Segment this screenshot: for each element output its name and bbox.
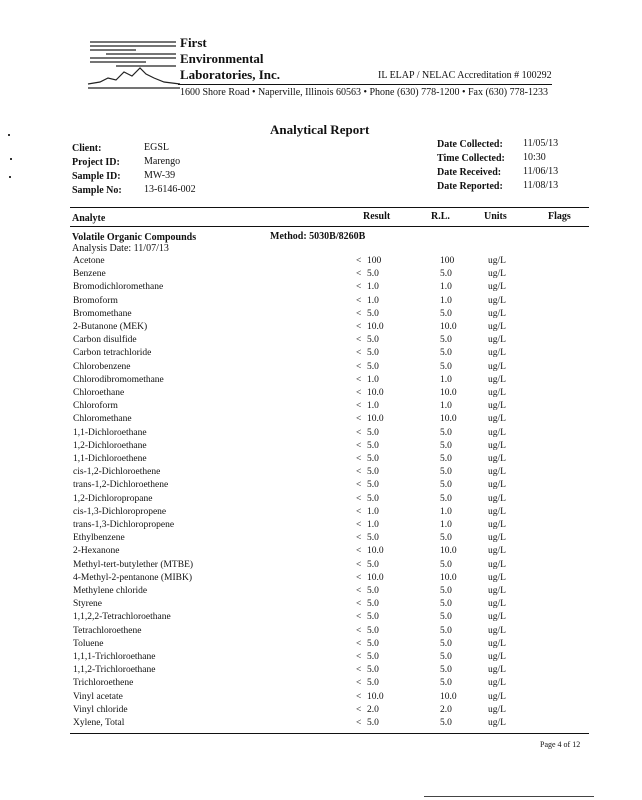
reporting-limit-cell: 5.0 (440, 599, 452, 610)
analyte-cell: Bromoform (73, 295, 118, 306)
less-than-cell: < (356, 454, 362, 464)
reporting-limit-cell: 5.0 (440, 678, 452, 689)
analyte-cell: Chlorobenzene (73, 361, 131, 372)
units-cell: ug/L (488, 269, 506, 280)
result-cell: 2.0 (367, 704, 379, 715)
margin-mark (8, 134, 10, 136)
result-cell: 5.0 (367, 440, 379, 451)
company-name-line3: Laboratories, Inc. (180, 67, 281, 82)
less-than-cell: < (356, 348, 362, 359)
result-cell: 5.0 (367, 678, 379, 689)
less-than-cell: < (356, 718, 362, 728)
less-than-cell: < (356, 322, 362, 332)
units-cell: ug/L (488, 520, 506, 530)
footer-rule (424, 796, 594, 797)
reporting-limit-cell: 5.0 (440, 718, 452, 728)
column-header-result: Result (363, 211, 391, 222)
result-cell: 10.0 (367, 388, 384, 398)
date-reported-value: 11/08/13 (523, 180, 559, 191)
analyte-cell: Trichloroethene (73, 678, 134, 689)
result-cell: 1.0 (367, 282, 379, 293)
analyte-cell: Methyl-tert-butylether (MTBE) (73, 559, 194, 570)
reporting-limit-cell: 1.0 (440, 295, 452, 306)
result-cell: 1.0 (367, 374, 379, 385)
analyte-cell: Acetone (73, 256, 105, 266)
less-than-cell: < (356, 282, 362, 293)
units-cell: ug/L (488, 718, 506, 728)
column-header-units: Units (484, 211, 507, 222)
letterhead-rule (178, 84, 552, 85)
less-than-cell: < (356, 506, 362, 517)
reporting-limit-cell: 5.0 (440, 348, 452, 359)
table-row (0, 546, 642, 559)
units-cell: ug/L (488, 454, 506, 464)
table-row (0, 692, 642, 705)
result-cell: 10.0 (367, 691, 384, 702)
company-name-line2: Environmental (180, 51, 264, 66)
units-cell: ug/L (488, 625, 506, 636)
date-collected-label: Date Collected: (437, 139, 503, 150)
result-cell: 1.0 (367, 295, 379, 306)
units-cell: ug/L (488, 374, 506, 385)
reporting-limit-cell: 10.0 (440, 546, 457, 557)
units-cell: ug/L (488, 652, 506, 662)
analyte-cell: 1,1-Dichloroethane (73, 427, 147, 438)
analyte-cell: Chloromethane (73, 414, 132, 425)
units-cell: ug/L (488, 638, 506, 649)
column-header-analyte: Analyte (72, 213, 106, 224)
result-cell: 5.0 (367, 559, 379, 570)
reporting-limit-cell: 5.0 (440, 467, 452, 478)
table-row (0, 612, 642, 625)
analyte-cell: Carbon disulfide (73, 335, 137, 346)
table-row (0, 599, 642, 612)
reporting-limit-cell: 1.0 (440, 374, 452, 385)
units-cell: ug/L (488, 388, 506, 398)
table-row (0, 520, 642, 533)
result-cell: 10.0 (367, 322, 384, 332)
result-cell: 100 (367, 256, 382, 266)
reporting-limit-cell: 5.0 (440, 638, 452, 649)
less-than-cell: < (356, 480, 362, 491)
column-header-rl: R.L. (431, 211, 450, 222)
accreditation-text: IL ELAP / NELAC Accreditation # 100292 (378, 70, 552, 81)
result-cell: 5.0 (367, 533, 379, 544)
result-cell: 5.0 (367, 454, 379, 464)
analyte-cell: Ethylbenzene (73, 533, 125, 544)
units-cell: ug/L (488, 546, 506, 557)
analyte-cell: 2-Hexanone (73, 546, 120, 557)
reporting-limit-cell: 10.0 (440, 388, 457, 398)
units-cell: ug/L (488, 427, 506, 438)
table-row (0, 507, 642, 520)
result-cell: 5.0 (367, 427, 379, 438)
analyte-cell: Carbon tetrachloride (73, 348, 152, 359)
table-row (0, 269, 642, 282)
reporting-limit-cell: 10.0 (440, 691, 457, 702)
units-cell: ug/L (488, 586, 506, 596)
sample-id-label: Sample ID: (72, 171, 121, 182)
units-cell: ug/L (488, 493, 506, 504)
table-row (0, 665, 642, 678)
result-cell: 1.0 (367, 520, 379, 530)
section-method: Method: 5030B/8260B (270, 231, 366, 242)
result-cell: 5.0 (367, 638, 379, 649)
margin-mark (10, 158, 12, 160)
table-row (0, 560, 642, 573)
less-than-cell: < (356, 678, 362, 689)
result-cell: 5.0 (367, 612, 379, 623)
client-value: EGSL (144, 142, 169, 153)
analyte-cell: 4-Methyl-2-pentanone (MIBK) (73, 572, 192, 583)
reporting-limit-cell: 10.0 (440, 322, 457, 332)
reporting-limit-cell: 5.0 (440, 533, 452, 544)
less-than-cell: < (356, 427, 362, 438)
sample-no-label: Sample No: (72, 185, 122, 196)
reporting-limit-cell: 5.0 (440, 665, 452, 676)
table-row (0, 678, 642, 691)
reporting-limit-cell: 1.0 (440, 282, 452, 293)
analyte-cell: cis-1,3-Dichloropropene (73, 506, 167, 517)
analysis-date: Analysis Date: 11/07/13 (72, 243, 169, 254)
table-row (0, 494, 642, 507)
reporting-limit-cell: 5.0 (440, 612, 452, 623)
result-cell: 5.0 (367, 599, 379, 610)
analyte-cell: trans-1,3-Dichloropropene (73, 520, 175, 530)
project-id-label: Project ID: (72, 157, 120, 168)
analyte-cell: Methylene chloride (73, 586, 148, 596)
less-than-cell: < (356, 256, 362, 266)
time-collected-label: Time Collected: (437, 153, 505, 164)
table-row (0, 718, 642, 731)
result-cell: 10.0 (367, 414, 384, 425)
table-row (0, 362, 642, 375)
table-row (0, 414, 642, 427)
reporting-limit-cell: 10.0 (440, 414, 457, 425)
less-than-cell: < (356, 665, 362, 676)
analyte-cell: 1,2-Dichloroethane (73, 440, 147, 451)
units-cell: ug/L (488, 704, 506, 715)
table-row (0, 626, 642, 639)
analyte-cell: Chloroform (73, 401, 118, 412)
reporting-limit-cell: 100 (440, 256, 455, 266)
less-than-cell: < (356, 493, 362, 504)
analyte-cell: 1,1,2-Trichloroethane (73, 665, 156, 676)
reporting-limit-cell: 1.0 (440, 401, 452, 412)
sample-id-value: MW-39 (144, 170, 176, 181)
less-than-cell: < (356, 308, 362, 319)
result-cell: 1.0 (367, 506, 379, 517)
less-than-cell: < (356, 388, 362, 398)
analyte-cell: 1,1-Dichloroethene (73, 454, 147, 464)
analyte-cell: Benzene (73, 269, 106, 280)
table-bottom-rule (70, 733, 589, 734)
result-cell: 5.0 (367, 308, 379, 319)
margin-mark (9, 176, 11, 178)
table-row (0, 348, 642, 361)
client-label: Client: (72, 143, 102, 154)
units-cell: ug/L (488, 665, 506, 676)
date-received-value: 11/06/13 (523, 166, 559, 177)
analyte-cell: Bromomethane (73, 308, 132, 319)
units-cell: ug/L (488, 361, 506, 372)
less-than-cell: < (356, 520, 362, 530)
result-cell: 5.0 (367, 348, 379, 359)
reporting-limit-cell: 5.0 (440, 493, 452, 504)
units-cell: ug/L (488, 612, 506, 623)
reporting-limit-cell: 5.0 (440, 440, 452, 451)
units-cell: ug/L (488, 559, 506, 570)
section-name: Volatile Organic Compounds (72, 232, 197, 243)
reporting-limit-cell: 5.0 (440, 586, 452, 596)
less-than-cell: < (356, 414, 362, 425)
table-row (0, 296, 642, 309)
analyte-cell: 1,1,1-Trichloroethane (73, 652, 156, 662)
units-cell: ug/L (488, 348, 506, 359)
result-cell: 1.0 (367, 401, 379, 412)
date-collected-value: 11/05/13 (523, 138, 559, 149)
analyte-cell: trans-1,2-Dichloroethene (73, 480, 169, 491)
units-cell: ug/L (488, 678, 506, 689)
units-cell: ug/L (488, 401, 506, 412)
units-cell: ug/L (488, 467, 506, 478)
less-than-cell: < (356, 295, 362, 306)
units-cell: ug/L (488, 308, 506, 319)
analyte-cell: 1,2-Dichloropropane (73, 493, 153, 504)
analyte-cell: Styrene (73, 599, 103, 610)
reporting-limit-cell: 5.0 (440, 625, 452, 636)
units-cell: ug/L (488, 322, 506, 332)
reporting-limit-cell: 1.0 (440, 520, 452, 530)
units-cell: ug/L (488, 599, 506, 610)
reporting-limit-cell: 5.0 (440, 559, 452, 570)
result-cell: 5.0 (367, 625, 379, 636)
units-cell: ug/L (488, 480, 506, 491)
column-header-flags: Flags (548, 211, 571, 222)
table-top-rule (70, 207, 589, 208)
table-row (0, 441, 642, 454)
reporting-limit-cell: 5.0 (440, 361, 452, 372)
units-cell: ug/L (488, 691, 506, 702)
table-row (0, 705, 642, 718)
table-row (0, 335, 642, 348)
less-than-cell: < (356, 269, 362, 280)
less-than-cell: < (356, 599, 362, 610)
units-cell: ug/L (488, 414, 506, 425)
result-cell: 5.0 (367, 652, 379, 662)
analyte-cell: Xylene, Total (73, 718, 125, 728)
less-than-cell: < (356, 704, 362, 715)
result-cell: 10.0 (367, 572, 384, 583)
less-than-cell: < (356, 401, 362, 412)
units-cell: ug/L (488, 506, 506, 517)
table-row (0, 256, 642, 269)
result-cell: 5.0 (367, 361, 379, 372)
reporting-limit-cell: 1.0 (440, 506, 452, 517)
less-than-cell: < (356, 559, 362, 570)
less-than-cell: < (356, 612, 362, 623)
table-row (0, 533, 642, 546)
table-row (0, 428, 642, 441)
report-title: Analytical Report (270, 122, 370, 137)
less-than-cell: < (356, 572, 362, 583)
units-cell: ug/L (488, 335, 506, 346)
table-row (0, 586, 642, 599)
reporting-limit-cell: 5.0 (440, 269, 452, 280)
less-than-cell: < (356, 374, 362, 385)
table-row (0, 375, 642, 388)
table-row (0, 480, 642, 493)
table-row (0, 322, 642, 335)
analyte-cell: 1,1,2,2-Tetrachloroethane (73, 612, 171, 623)
units-cell: ug/L (488, 440, 506, 451)
analyte-cell: Tetrachloroethene (73, 625, 142, 636)
table-row (0, 282, 642, 295)
analyte-cell: Chloroethane (73, 388, 125, 398)
date-received-label: Date Received: (437, 167, 502, 178)
units-cell: ug/L (488, 256, 506, 266)
reporting-limit-cell: 10.0 (440, 572, 457, 583)
less-than-cell: < (356, 638, 362, 649)
less-than-cell: < (356, 533, 362, 544)
table-row (0, 309, 642, 322)
less-than-cell: < (356, 546, 362, 557)
table-row (0, 401, 642, 414)
result-cell: 5.0 (367, 586, 379, 596)
reporting-limit-cell: 5.0 (440, 454, 452, 464)
sample-no-value: 13-6146-002 (144, 184, 196, 195)
less-than-cell: < (356, 691, 362, 702)
less-than-cell: < (356, 361, 362, 372)
result-cell: 5.0 (367, 493, 379, 504)
less-than-cell: < (356, 467, 362, 478)
page-number: Page 4 of 12 (540, 740, 581, 749)
result-cell: 5.0 (367, 480, 379, 491)
less-than-cell: < (356, 652, 362, 662)
result-cell: 5.0 (367, 665, 379, 676)
result-cell: 5.0 (367, 718, 379, 728)
reporting-limit-cell: 2.0 (440, 704, 452, 715)
analyte-cell: Vinyl acetate (73, 691, 123, 702)
analyte-cell: Toluene (73, 638, 104, 649)
table-row (0, 467, 642, 480)
result-cell: 5.0 (367, 269, 379, 280)
time-collected-value: 10:30 (523, 152, 546, 163)
units-cell: ug/L (488, 533, 506, 544)
units-cell: ug/L (488, 295, 506, 306)
reporting-limit-cell: 5.0 (440, 308, 452, 319)
table-row (0, 573, 642, 586)
table-row (0, 639, 642, 652)
company-name-line1: First (180, 35, 207, 50)
analyte-cell: Vinyl chloride (73, 704, 128, 715)
reporting-limit-cell: 5.0 (440, 427, 452, 438)
table-row (0, 652, 642, 665)
less-than-cell: < (356, 335, 362, 346)
company-address: 1600 Shore Road • Naperville, Illinois 60563 • Phone (630) 778-1200 • Fax (630) 778-1233 (180, 87, 548, 98)
less-than-cell: < (356, 586, 362, 596)
units-cell: ug/L (488, 282, 506, 293)
analyte-cell: Bromodichloromethane (73, 282, 164, 293)
company-logo (86, 38, 182, 92)
result-cell: 10.0 (367, 546, 384, 557)
result-cell: 5.0 (367, 335, 379, 346)
less-than-cell: < (356, 625, 362, 636)
table-row (0, 388, 642, 401)
reporting-limit-cell: 5.0 (440, 335, 452, 346)
less-than-cell: < (356, 440, 362, 451)
analyte-cell: 2-Butanone (MEK) (73, 322, 148, 332)
date-reported-label: Date Reported: (437, 181, 503, 192)
result-cell: 5.0 (367, 467, 379, 478)
analyte-cell: Chlorodibromomethane (73, 374, 164, 385)
reporting-limit-cell: 5.0 (440, 480, 452, 491)
units-cell: ug/L (488, 572, 506, 583)
table-row (0, 454, 642, 467)
reporting-limit-cell: 5.0 (440, 652, 452, 662)
analyte-cell: cis-1,2-Dichloroethene (73, 467, 161, 478)
table-header-rule (70, 226, 589, 227)
project-id-value: Marengo (144, 156, 181, 167)
